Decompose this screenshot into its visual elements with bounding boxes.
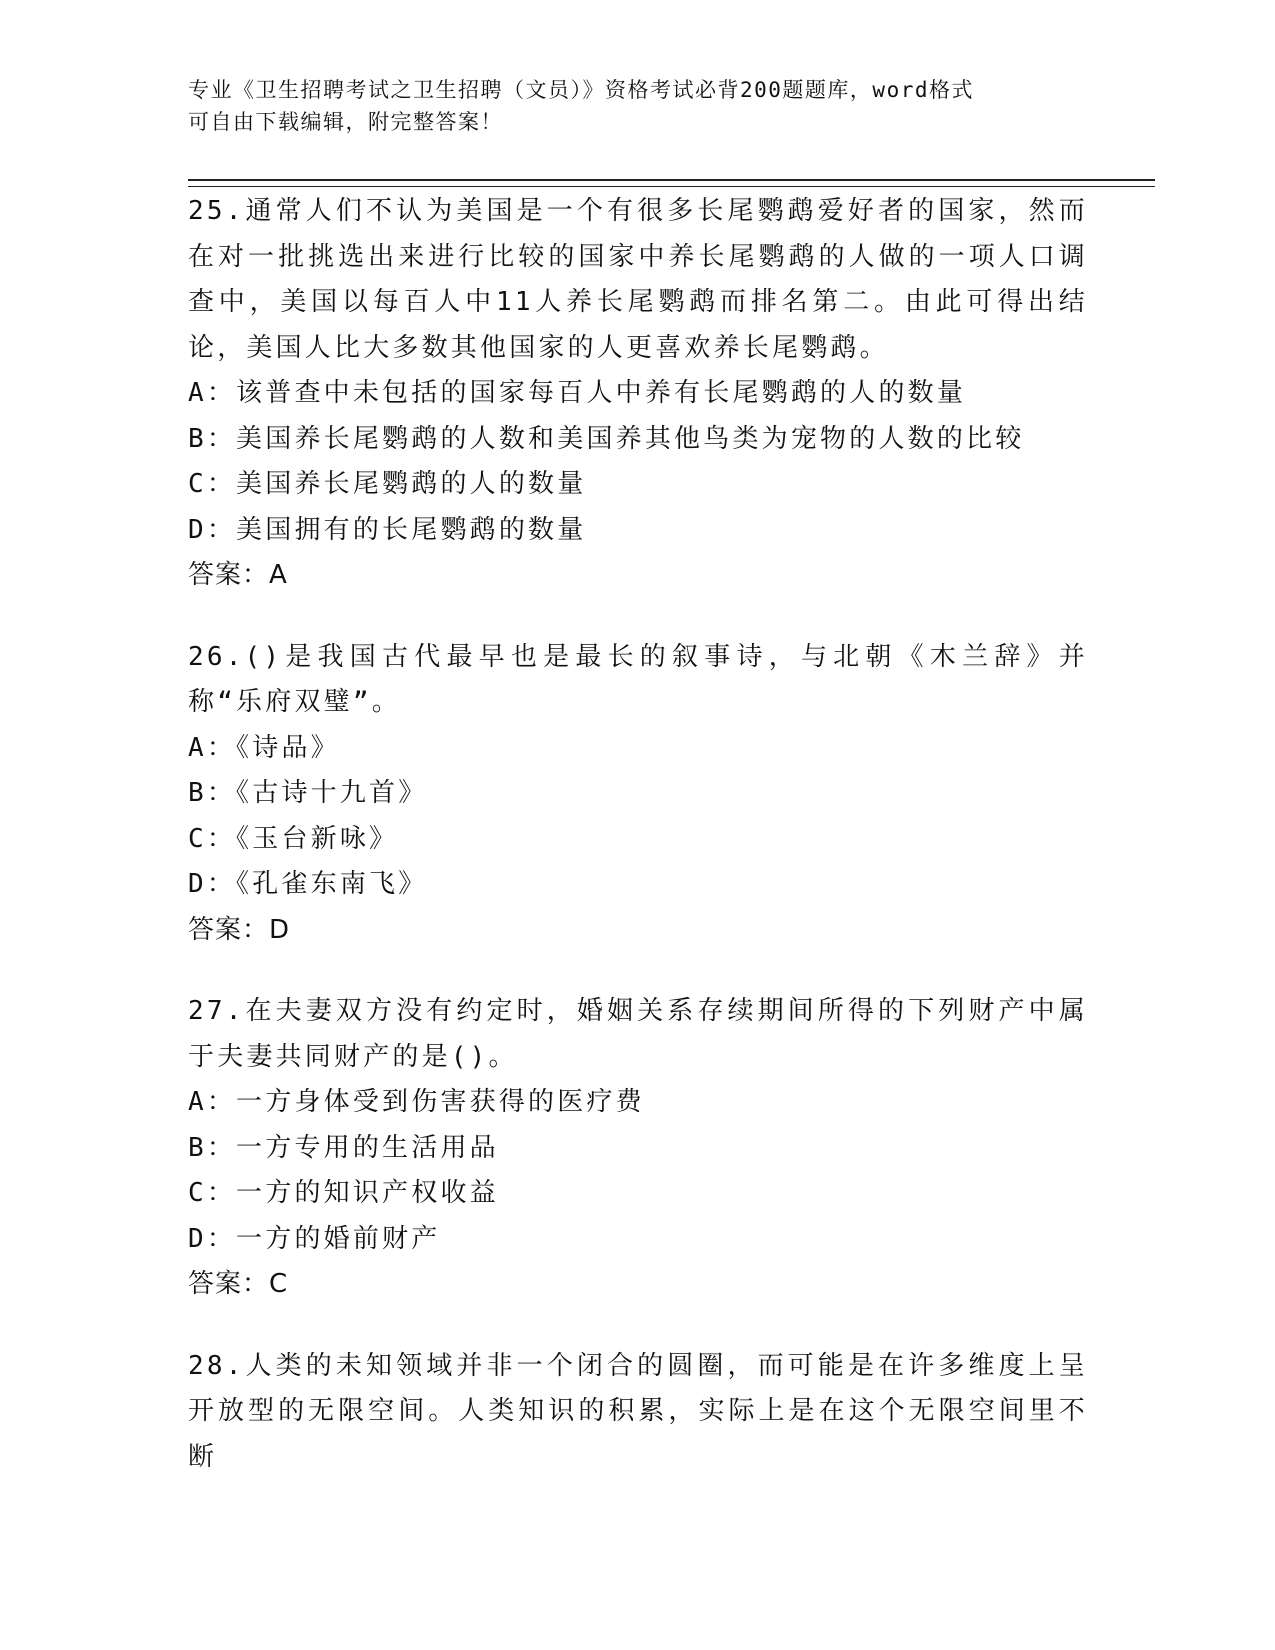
option-c: C：美国养长尾鹦鹉的人的数量 xyxy=(188,469,587,499)
question-25 xyxy=(188,189,1088,599)
option-b: B：美国养长尾鹦鹉的人数和美国养其他鸟类为宠物的人数的比较 xyxy=(188,423,1025,454)
question-stem: 27.在夫妻双方没有约定时，婚姻关系存续期间所得的下列财产中属于夫妻共同财产的是()。 xyxy=(188,996,1088,1072)
option-d: D：一方的婚前财产 xyxy=(188,1223,441,1254)
header-divider-thick xyxy=(188,179,1155,181)
answer-line: 答案：C xyxy=(188,1269,289,1299)
option-b: B：一方专用的生活用品 xyxy=(188,1132,499,1163)
option-c: C：《玉台新咏》 xyxy=(188,823,399,854)
question-28 xyxy=(188,1344,1088,1481)
option-d: D：《孔雀东南飞》 xyxy=(188,869,428,899)
option-a: A：该普查中未包括的国家每百人中养有长尾鹦鹉的人的数量 xyxy=(188,378,967,408)
question-stem: 28.人类的未知领域并非一个闭合的圆圈，而可能是在许多维度上呈开放型的无限空间。人类知识的积累，实际上是在这个无限空间里不断 xyxy=(188,1350,1088,1472)
option-a: A：一方身体受到伤害获得的医疗费 xyxy=(188,1087,645,1117)
answer-line: 答案：D xyxy=(188,914,291,945)
question-stem: 26.()是我国古代最早也是最长的叙事诗，与北朝《木兰辞》并称“乐府双璧”。 xyxy=(188,641,1088,717)
question-26 xyxy=(188,635,1088,954)
option-c: C：一方的知识产权收益 xyxy=(188,1178,499,1208)
header-divider-thin xyxy=(188,186,1155,187)
option-b: B：《古诗十九首》 xyxy=(188,778,428,808)
answer-line: 答案：A xyxy=(188,560,288,590)
document-header xyxy=(188,74,1068,138)
question-stem: 25.通常人们不认为美国是一个有很多长尾鹦鹉爱好者的国家，然而在对一批挑选出来进行比较的国家中养长尾鹦鹉的人做的一项人口调查中，美国以每百人中11人养长尾鹦鹉而排名第二。由此可得出结论，美国人比大多数其他国家的人更喜欢养长尾鹦鹉。 xyxy=(188,196,1088,363)
option-d: D：美国拥有的长尾鹦鹉的数量 xyxy=(188,514,587,545)
question-27 xyxy=(188,989,1088,1308)
question-list xyxy=(188,189,1088,1516)
header-line-2: 可自由下载编辑，附完整答案！ xyxy=(188,110,503,134)
option-a: A：《诗品》 xyxy=(188,732,340,763)
header-line-1: 专业《卫生招聘考试之卫生招聘（文员）》资格考试必背200题题库，word格式 xyxy=(188,78,974,102)
